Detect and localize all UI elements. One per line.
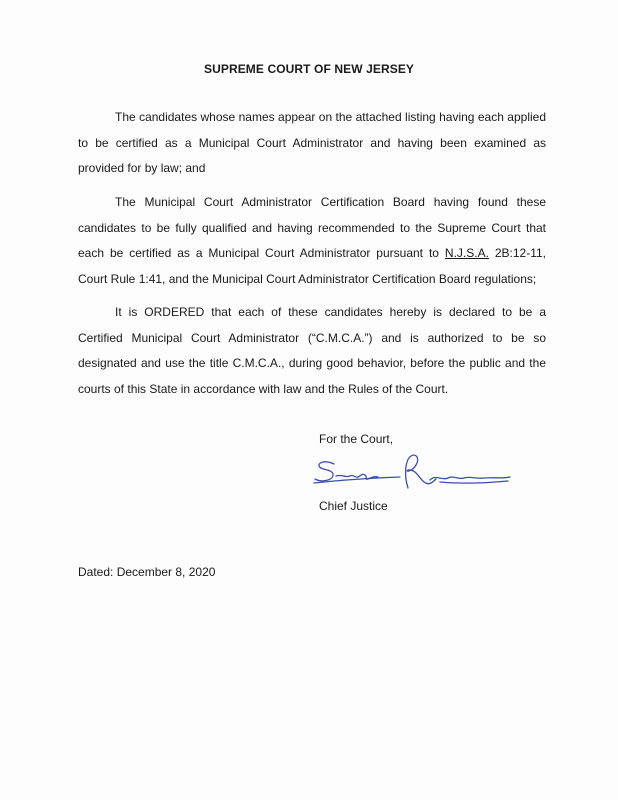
paragraph-candidates-text: The candidates whose names appear on the attached listing having each applied to be certified as a Municipal Court Administrator and having been examined as provided for by law; and: [78, 110, 546, 175]
closing-line: For the Court,: [319, 432, 394, 446]
paragraph-order-text: It is ORDERED that each of these candidates hereby is declared to be a Certified Municipal Court Administrator (“C.M.C.A.”) and is authorized to be so designated and use the title C.M.C.A., during good behavior, before the public and the courts of this State in accordance with law and the Rules of the Court.: [78, 305, 546, 396]
dated-line: Dated: December 8, 2020: [78, 565, 216, 579]
paragraph-order: [78, 300, 546, 402]
signer-title: Chief Justice: [319, 499, 388, 513]
page-title: SUPREME COURT OF NEW JERSEY: [203, 62, 415, 76]
paragraph-board-text-end: 2B:12-11, Court Rule 1:41, and the Municipal Court Administrator Certification Board regulations;: [78, 246, 547, 286]
paragraph-candidates: [78, 105, 546, 182]
paragraph-board-text: The Municipal Court Administrator Certification Board having found these candidates to be fully qualified and having recommended to the Supreme Court that each be certified as a Municipal Court Administrator pursuant to: [78, 195, 546, 260]
statute-citation: N.J.S.A.: [444, 246, 489, 260]
signature: [312, 452, 512, 494]
paragraph-board: [78, 190, 546, 292]
